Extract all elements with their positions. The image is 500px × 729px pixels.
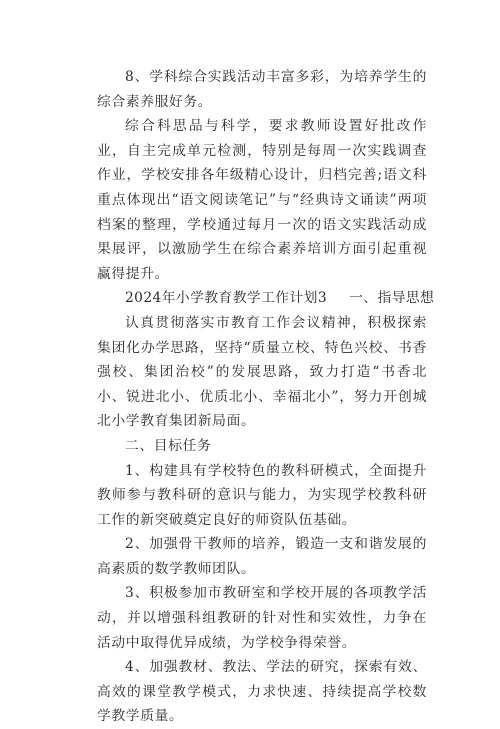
paragraph-guiding-ideology: 认真贯彻落实市教育工作会议精神，积极探索集团化办学思路，坚持“质量立校、特色兴校、书香强校、集团治校”的发展思路，致力打造“书香北小、锐进北小、优质北小、幸福北小”，努力开创城北小学教育集团新局面。 — [97, 314, 427, 430]
task-item-4: 4、加强教材、教法、学法的研究，探索有效、高效的课堂教学模式，力求快速、持续提高学校数学教学质量。 — [97, 659, 427, 725]
plan-title: 2024年小学教育教学工作计划3 — [125, 290, 328, 307]
section-heading-goals-tasks: 二、目标任务 — [125, 437, 212, 454]
document-body — [97, 65, 435, 729]
paragraph-comprehensive-subjects: 综合科思品与科学，要求教师设置好批改作业，自主完成单元检测，特别是每周一次实践调查作业，学校安排各年级精心设计，归档完善;语文科重点体现出“语文阅读笔记”与“经典诗文诵读”两项档案的整理，学校通过每月一次的语文实践活动成果展评，以激励学生在综合素养培训方面引起重视赢得提升。 — [97, 118, 427, 282]
task-item-1: 1、构建具有学校特色的教科研模式，全面提升教师参与教科研的意识与能力，为实现学校教科研工作的新突破奠定良好的师资队伍基础。 — [97, 462, 427, 528]
plan-title-line — [97, 286, 435, 311]
section-heading-guiding-ideology: 一、指导思想 — [349, 290, 435, 307]
paragraph-item-8: 8、学科综合实践活动丰富多彩，为培养学生的综合素养服好务。 — [97, 69, 427, 110]
task-item-2: 2、加强骨干教师的培养，锻造一支和谐发展的高素质的数学教师团队。 — [97, 536, 427, 577]
task-item-3: 3、积极参加市教研室和学校开展的各项教学活动，并以增强科组教研的针对性和实效性，力争在活动中取得优异成绩，为学校争得荣誉。 — [97, 585, 427, 651]
